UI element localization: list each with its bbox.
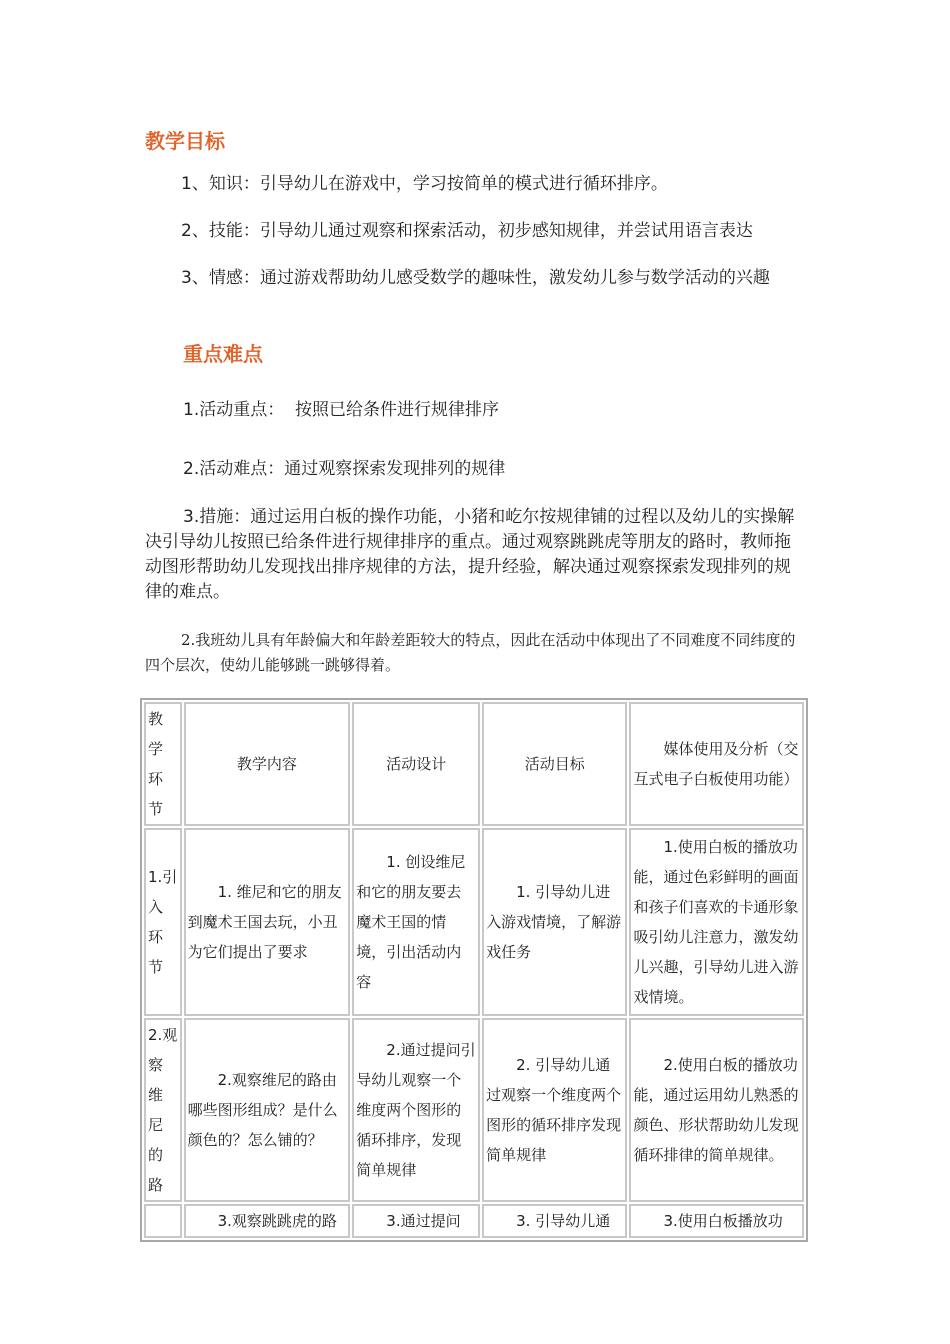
row2-content: 2.观察维尼的路由哪些图形组成？是什么颜色的？怎么铺的？ bbox=[184, 1018, 351, 1202]
section-title-objectives: 教学目标 bbox=[145, 129, 225, 153]
row1-stage: 1.引入环节 bbox=[144, 828, 182, 1016]
table-row bbox=[144, 828, 804, 1016]
row3-design: 3.通过提问 bbox=[352, 1204, 480, 1238]
header-goal: 活动目标 bbox=[482, 702, 627, 826]
objective-knowledge: 1、知识：引导幼儿在游戏中，学习按简单的模式进行循环排序。 bbox=[181, 174, 668, 194]
table-row bbox=[144, 1204, 804, 1238]
row2-media: 2.使用白板的播放功能，通过运用幼儿熟悉的颜色、形状帮助幼儿发现循环排律的简单规律。 bbox=[629, 1018, 804, 1202]
objective-emotion: 3、情感：通过游戏帮助幼儿感受数学的趣味性，激发幼儿参与数学活动的兴趣 bbox=[181, 268, 770, 288]
row3-media: 3.使用白板播放功 bbox=[629, 1204, 804, 1238]
section-title-key-points: 重点难点 bbox=[183, 342, 263, 366]
key-point: 1.活动重点： 按照已给条件进行规律排序 bbox=[183, 400, 500, 420]
row2-goal: 2. 引导幼儿通过观察一个维度两个图形的循环排序发现简单规律 bbox=[482, 1018, 627, 1202]
table-row bbox=[144, 1018, 804, 1202]
row1-goal: 1. 引导幼儿进入游戏情境，了解游戏任务 bbox=[482, 828, 627, 1016]
header-stage: 教学环节 bbox=[144, 702, 182, 826]
difficulty-point: 2.活动难点：通过观察探索发现排列的规律 bbox=[183, 459, 506, 479]
row2-design: 2.通过提问引导幼儿观察一个维度两个图形的循环排序，发现简单规律 bbox=[352, 1018, 480, 1202]
lesson-plan-table bbox=[140, 698, 808, 1242]
row1-design: 1. 创设维尼和它的朋友要去魔术王国的情境，引出活动内容 bbox=[352, 828, 480, 1016]
header-media: 媒体使用及分析（交互式电子白板使用功能） bbox=[629, 702, 804, 826]
row1-content: 1. 维尼和它的朋友到魔术王国去玩，小丑为它们提出了要求 bbox=[184, 828, 351, 1016]
header-design: 活动设计 bbox=[352, 702, 480, 826]
measures: 3.措施：通过运用白板的操作功能，小猪和屹尔按规律铺的过程以及幼儿的实操解决引导幼儿按照已给条件进行规律排序的重点。通过观察跳跳虎等朋友的路时，教师拖动图形帮助幼儿发现找出排序规律的方法，提升经验，解决通过观察探索发现排列的规律的难点。 bbox=[145, 507, 795, 602]
row3-goal: 3. 引导幼儿通 bbox=[482, 1204, 627, 1238]
row2-stage: 2.观察维尼的路 bbox=[144, 1018, 182, 1202]
class-note: 2.我班幼儿具有年龄偏大和年龄差距较大的特点，因此在活动中体现出了不同难度不同纬度的四个层次，使幼儿能够跳一跳够得着。 bbox=[145, 631, 796, 674]
row3-stage bbox=[144, 1204, 182, 1238]
header-content: 教学内容 bbox=[184, 702, 351, 826]
row3-content: 3.观察跳跳虎的路 bbox=[184, 1204, 351, 1238]
row1-media: 1.使用白板的播放功能，通过色彩鲜明的画面和孩子们喜欢的卡通形象吸引幼儿注意力，激发幼儿兴趣，引导幼儿进入游戏情境。 bbox=[629, 828, 804, 1016]
objective-skill: 2、技能：引导幼儿通过观察和探索活动，初步感知规律，并尝试用语言表达 bbox=[181, 221, 753, 241]
table-header-row bbox=[144, 702, 804, 826]
